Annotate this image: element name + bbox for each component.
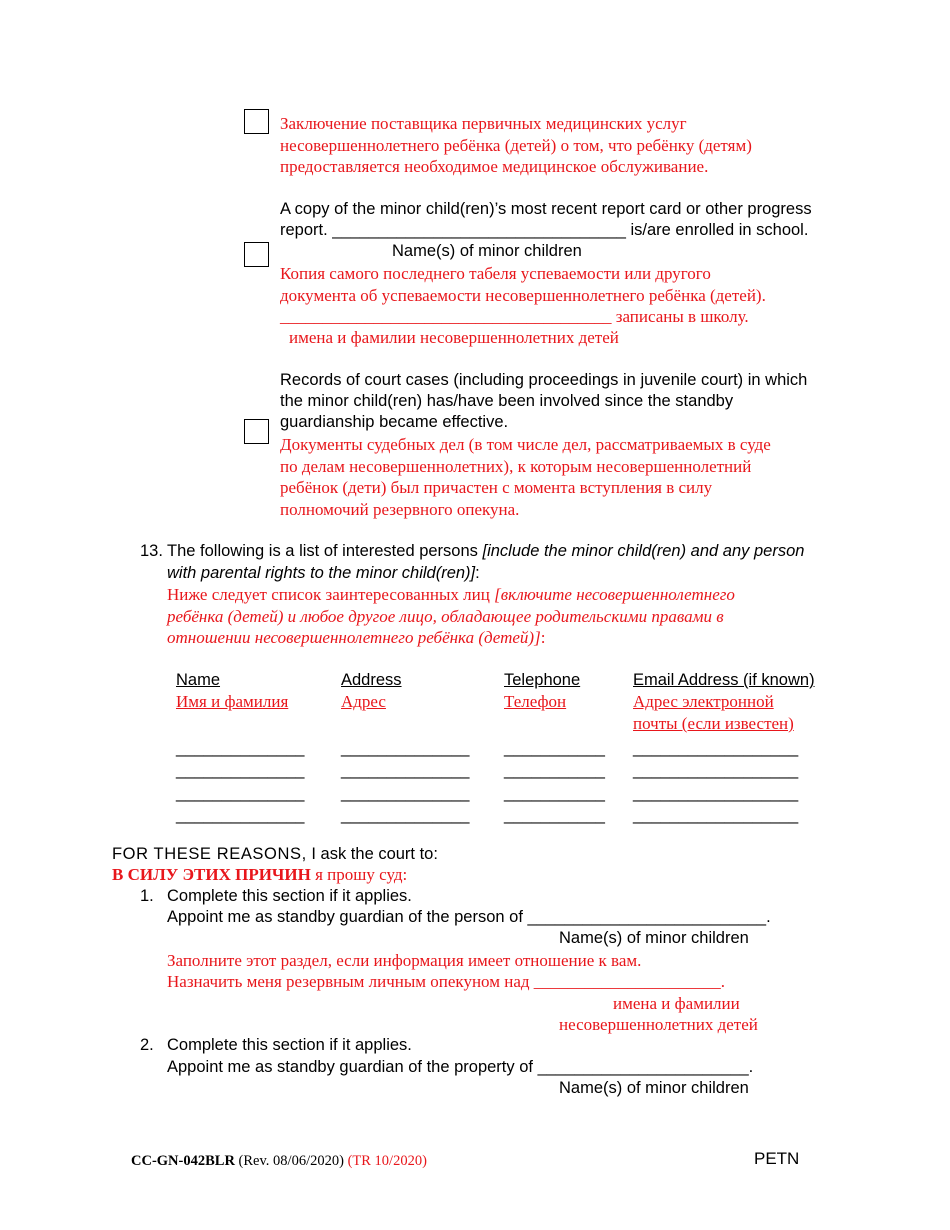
- medical-opinion-ru-line-2: несовершеннолетнего ребёнка (детей) о том, что ребёнку (детям): [280, 136, 752, 155]
- item-13-ru-line-2: ребёнка (детей) и любое другое лицо, обладающее родительскими правами в: [167, 607, 724, 626]
- medical-opinion-ru-line-3: предоставляется необходимое медицинское обслуживание.: [280, 157, 709, 176]
- email-blank[interactable]: __________________: [633, 761, 799, 779]
- telephone-blank[interactable]: ___________: [504, 806, 605, 824]
- court-records-ru-line-4: полномочий резервного опекуна.: [280, 500, 520, 519]
- court-records-ru-line-3: ребёнок (дети) был причастен с момента вступления в силу: [280, 478, 713, 497]
- name-blank[interactable]: ______________: [176, 761, 305, 779]
- request-1-line-2[interactable]: Appoint me as standby guardian of the person of __________________________.: [167, 908, 771, 926]
- table-header-address-ru: Адрес: [341, 692, 386, 711]
- item-13-ru-text: Ниже следует список заинтересованных лиц: [167, 585, 495, 604]
- telephone-blank[interactable]: ___________: [504, 761, 605, 779]
- item-13-en-italic-1: [include the minor child(ren) and any person: [482, 542, 805, 560]
- court-records-en-line-3: guardianship became effective.: [280, 413, 509, 431]
- request-1-ru-line-2[interactable]: Назначить меня резервным личным опекуном над ______________________.: [167, 972, 726, 991]
- report-card-ru-line-2: документа об успеваемости несовершеннолетнего ребёнка (детей).: [280, 286, 766, 305]
- address-blank[interactable]: ______________: [341, 784, 470, 802]
- medical-opinion-ru-line-1: Заключение поставщика первичных медицинских услуг: [280, 114, 687, 133]
- item-13-en-italic-2: with parental rights to the minor child(ren)]: [167, 564, 476, 582]
- checkbox-court-records[interactable]: [244, 419, 269, 444]
- email-blank[interactable]: __________________: [633, 806, 799, 824]
- email-blank[interactable]: __________________: [633, 784, 799, 802]
- name-blank[interactable]: ______________: [176, 739, 305, 757]
- table-header-email-ru-line-2: почты (если известен): [633, 714, 794, 733]
- item-13-ru-italic-3: отношении несовершеннолетнего ребёнка (детей)]: [167, 628, 541, 647]
- request-2-caption: Name(s) of minor children: [559, 1079, 749, 1097]
- request-1-ru-caption-2: несовершеннолетних детей: [559, 1015, 758, 1034]
- item-13-en-text: The following is a list of interested persons: [167, 542, 483, 560]
- court-records-en-line-2: the minor child(ren) has/have been involved since the standby: [280, 392, 734, 410]
- item-13-ru-colon: :: [540, 628, 546, 647]
- report-card-en-caption: Name(s) of minor children: [392, 242, 582, 260]
- checkbox-medical-opinion[interactable]: [244, 109, 269, 134]
- table-header-name-ru: Имя и фамилия: [176, 692, 289, 711]
- telephone-blank[interactable]: ___________: [504, 784, 605, 802]
- footer-form-type: PETN: [754, 1149, 800, 1168]
- item-13-ru-line-3: [167, 627, 545, 649]
- table-row[interactable]: [0, 738, 950, 759]
- table-row[interactable]: [0, 805, 950, 826]
- table-header-telephone-ru: Телефон: [504, 692, 567, 711]
- name-blank[interactable]: ______________: [176, 784, 305, 802]
- address-blank[interactable]: ______________: [341, 761, 470, 779]
- form-revision: (Rev. 08/06/2020): [234, 1153, 348, 1169]
- request-1-number: 1.: [140, 887, 154, 905]
- address-blank[interactable]: ______________: [341, 806, 470, 824]
- reasons-caps: FOR THESE REASONS,: [112, 845, 307, 863]
- checkbox-report-card[interactable]: [244, 242, 269, 267]
- request-2-number: 2.: [140, 1036, 154, 1054]
- request-2-line-1: Complete this section if it applies.: [167, 1036, 412, 1054]
- report-card-en-line-1: A copy of the minor child(ren)’s most recent report card or other progress: [280, 200, 812, 218]
- table-header-address: Address: [341, 671, 402, 689]
- email-blank[interactable]: __________________: [633, 739, 799, 757]
- court-records-ru-line-2: по делам несовершеннолетних), к которым несовершеннолетний: [280, 457, 752, 476]
- item-13-en-line-1: [167, 541, 804, 562]
- report-card-ru-line-1: Копия самого последнего табеля успеваемости или другого: [280, 264, 711, 283]
- court-records-en-line-1: Records of court cases (including proceedings in juvenile court) in which: [280, 371, 808, 389]
- report-card-ru-line-3: _______________________________________ записаны в школу.: [280, 307, 749, 326]
- request-2-line-2[interactable]: Appoint me as standby guardian of the property of _______________________.: [167, 1058, 754, 1076]
- table-header-email: Email Address (if known): [633, 671, 815, 689]
- reasons-heading-ru: [112, 864, 407, 886]
- request-1-ru-caption-1: имена и фамилии: [613, 994, 740, 1013]
- name-blank[interactable]: ______________: [176, 806, 305, 824]
- table-row[interactable]: [0, 783, 950, 804]
- item-13-ru-italic-1: [включите несовершеннолетнего: [494, 585, 735, 604]
- report-card-en-line-2: report. ________________________________ is/are enrolled in school.: [280, 221, 809, 239]
- table-header-email-ru: Адрес электронной: [633, 692, 774, 711]
- reasons-ru-bold: В СИЛУ ЭТИХ ПРИЧИН: [112, 865, 311, 884]
- request-1-line-1: Complete this section if it applies.: [167, 887, 412, 905]
- item-13-en-colon: :: [475, 564, 480, 582]
- form-translation: (TR 10/2020): [347, 1153, 427, 1169]
- footer-form-code: [131, 1153, 427, 1170]
- court-records-ru-line-1: Документы судебных дел (в том числе дел, рассматриваемых в суде: [280, 435, 771, 454]
- item-13-en-line-2: [167, 563, 480, 584]
- request-1-caption: Name(s) of minor children: [559, 929, 749, 947]
- table-row[interactable]: [0, 760, 950, 781]
- reasons-ru-rest: я прошу суд:: [310, 865, 408, 884]
- form-code: CC-GN-042BLR: [131, 1153, 235, 1169]
- report-card-ru-caption: имена и фамилии несовершеннолетних детей: [289, 328, 619, 347]
- reasons-rest: I ask the court to:: [306, 845, 438, 863]
- request-1-ru-line-1: Заполните этот раздел, если информация имеет отношение к вам.: [167, 951, 642, 970]
- reasons-heading-en: [112, 844, 438, 865]
- item-13-number: 13.: [140, 542, 163, 560]
- item-13-ru-line-1: [167, 584, 735, 606]
- table-header-name: Name: [176, 671, 221, 689]
- address-blank[interactable]: ______________: [341, 739, 470, 757]
- table-header-telephone: Telephone: [504, 671, 581, 689]
- telephone-blank[interactable]: ___________: [504, 739, 605, 757]
